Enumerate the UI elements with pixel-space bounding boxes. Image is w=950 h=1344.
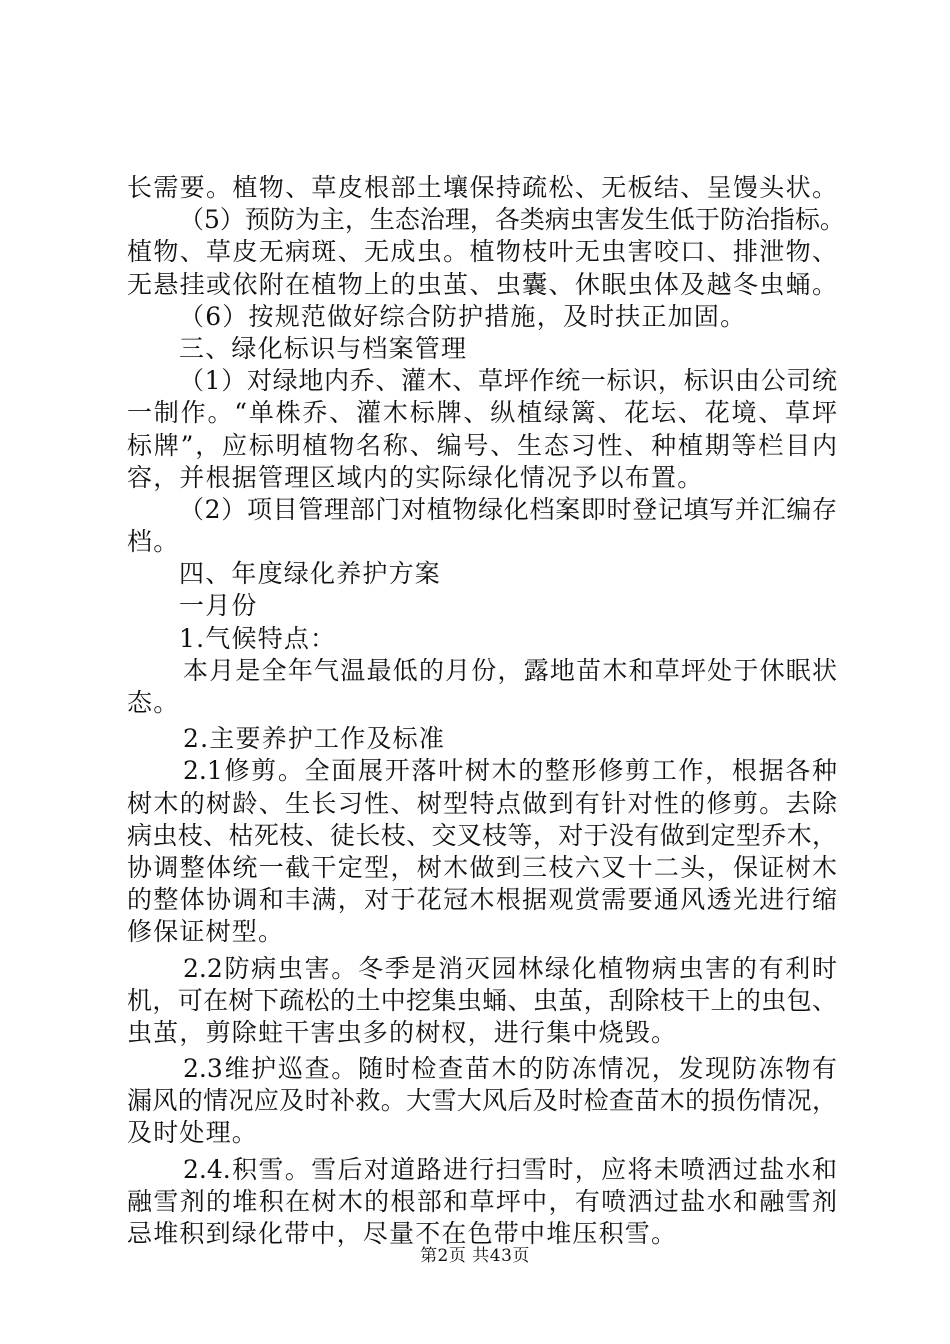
text-line: （5）预防为主，生态治理，各类病虫害发生低于防治指标。 bbox=[179, 205, 845, 235]
text-line: 本月是全年气温最低的月份，露地苗木和草坪处于休眠状 bbox=[183, 655, 837, 685]
text-line: 忌堆积到绿化带中，尽量不在色带中堆压积雪。 bbox=[127, 1219, 678, 1248]
subsection-heading: 2.主要养护工作及标准 bbox=[183, 724, 446, 754]
text-line: 漏风的情况应及时补救。大雪大风后及时检查苗木的损伤情况， bbox=[127, 1086, 837, 1116]
text-line: 融雪剂的堆积在树木的根部和草坪中，有喷洒过盐水和融雪剂 bbox=[127, 1186, 837, 1216]
text-line: 2.4.积雪。雪后对道路进行扫雪时，应将未喷洒过盐水和 bbox=[183, 1154, 837, 1184]
text-line: 2.2防病虫害。冬季是消灭园林绿化植物病虫害的有利时 bbox=[183, 953, 837, 983]
text-line: 2.1修剪。全面展开落叶树木的整形修剪工作，根据各种 bbox=[183, 756, 837, 786]
text-line: 虫茧，剪除蛀干害虫多的树杈，进行集中烧毁。 bbox=[127, 1017, 678, 1047]
text-line: 机，可在树下疏松的土中挖集虫蛹、虫茧，刮除枝干上的虫包、 bbox=[127, 985, 837, 1015]
text-line: 标牌”，应标明植物名称、编号、生态习性、种植期等栏目内 bbox=[127, 430, 837, 460]
subsection-heading: 1.气候特点： bbox=[179, 623, 337, 653]
text-line: 无悬挂或依附在植物上的虫茧、虫囊、休眠虫体及越冬虫蛹。 bbox=[127, 269, 837, 299]
text-line: 修保证树型。 bbox=[127, 917, 285, 947]
text-line: （2）项目管理部门对植物绿化档案即时登记填写并汇编存 bbox=[179, 494, 837, 524]
document-body bbox=[127, 172, 845, 1250]
text-line: 树木的树龄、生长习性、树型特点做到有针对性的修剪。去除 bbox=[127, 788, 837, 818]
text-line: 容，并根据管理区域内的实际绿化情况予以布置。 bbox=[127, 462, 704, 492]
text-line: 病虫枝、枯死枝、徒长枝、交叉枝等，对于没有做到定型乔木， bbox=[127, 820, 837, 850]
text-line: 的整体协调和丰满，对于花冠木根据观赏需要通风透光进行缩 bbox=[127, 885, 837, 915]
section-heading: 三、绿化标识与档案管理 bbox=[179, 333, 468, 363]
text-line: （1）对绿地内乔、灌木、草坪作统一标识，标识由公司统 bbox=[179, 366, 837, 396]
text-line: 态。 bbox=[127, 688, 180, 717]
page-number-footer: 第2页 共43页 bbox=[420, 1246, 530, 1266]
text-line: 及时处理。 bbox=[127, 1118, 259, 1148]
section-heading: 四、年度绿化养护方案 bbox=[179, 559, 442, 589]
text-line: 植物、草皮无病斑、无成虫。植物枝叶无虫害咬口、排泄物、 bbox=[127, 237, 837, 267]
text-line: 2.3维护巡查。随时检查苗木的防冻情况，发现防冻物有 bbox=[183, 1054, 837, 1084]
text-line: 长需要。植物、草皮根部土壤保持疏松、无板结、呈馒头状。 bbox=[127, 173, 837, 202]
text-line: （6）按规范做好综合防护措施，及时扶正加固。 bbox=[179, 301, 747, 331]
text-line: 一制作。“单株乔、灌木标牌、纵植绿篱、花坛、花境、草坪 bbox=[127, 398, 837, 428]
text-line: 协调整体统一截干定型，树木做到三枝六叉十二头，保证树木 bbox=[127, 852, 837, 882]
subsection-heading: 一月份 bbox=[179, 591, 258, 621]
text-line: 档。 bbox=[127, 527, 180, 557]
